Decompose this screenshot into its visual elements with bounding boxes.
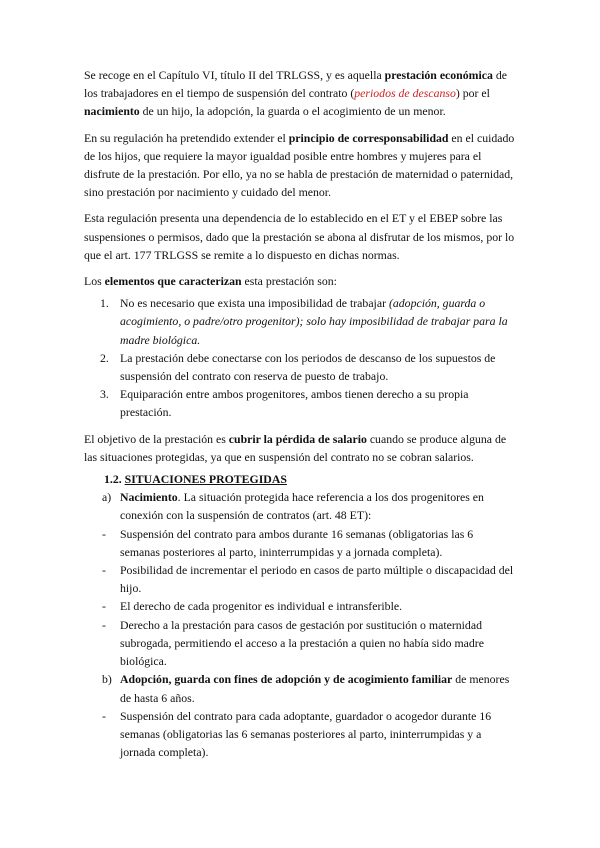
- bold-term: elementos que caracterizan: [104, 274, 242, 289]
- bold-term: cubrir la pérdida de salario: [228, 431, 367, 446]
- list-text: Derecho a la prestación para casos de gestación por sustitución o maternidad subrogada, permitiendo el acceso a la prestación a quien no había sido madre biológica.: [120, 617, 484, 669]
- list-item: [84, 349, 516, 385]
- text-run: esta prestación son:: [241, 274, 337, 289]
- list-marker: -: [102, 526, 106, 541]
- section-title: SITUACIONES PROTEGIDAS: [124, 472, 287, 487]
- text-run: en el cuidado de los hijos, que requiere la mayor igualdad posible entre hombres y mujeres para el disfrute de la prestación. Por ello, ya no se habla de prestación de maternidad o paternidad, sino prestación por nacimiento y cuidado del menor.: [84, 130, 515, 200]
- text-run: Esta regulación presenta una dependencia de lo establecido en el ET y el EBEP sobre las suspensiones o permisos, dado que la prestación se abona al disfrutar de los mismos, por lo que el art. 177 TRLGSS se remite a lo dispuesto en dichas normas.: [84, 211, 515, 262]
- list-item: [84, 294, 516, 349]
- list-number: 1.: [100, 296, 109, 311]
- list-marker: a): [102, 490, 112, 505]
- list-number: 2.: [100, 350, 109, 365]
- bold-term: Adopción, guarda con fines de adopción y de acogimiento familiar: [120, 672, 453, 687]
- highlighted-term: periodos de descanso: [354, 86, 456, 101]
- elements-list: [84, 294, 516, 421]
- text-run: En su regulación ha pretendido extender el: [84, 130, 289, 145]
- list-text: La prestación debe conectarse con los periodos de descanso de los supuestos de suspensión del contrato con reserva de puesto de trabajo.: [120, 350, 496, 384]
- text-run: de los trabajadores en el tiempo de suspensión del contrato (: [84, 68, 507, 101]
- list-item: [84, 616, 516, 671]
- list-item: [84, 707, 516, 762]
- list-text: Equiparación entre ambos progenitores, ambos tienen derecho a su propia prestación.: [120, 387, 469, 420]
- bold-term: nacimiento: [84, 104, 140, 119]
- list-marker: -: [102, 599, 106, 614]
- list-text: Suspensión del contrato para ambos durante 16 semanas (obligatorias las 6 semanas posteriores al parto, ininterrumpidas y a jornada completa).: [120, 526, 474, 559]
- list-item: [84, 385, 516, 421]
- list-number: 3.: [100, 387, 109, 402]
- bold-term: principio de corresponsabilidad: [288, 130, 449, 145]
- list-text: El derecho de cada progenitor es individual e intransferible.: [120, 599, 403, 614]
- protected-situations-list: [84, 488, 516, 761]
- list-marker: -: [102, 617, 106, 632]
- document-page: [84, 66, 516, 761]
- list-text: No es necesario que exista una imposibilidad de trabajar: [120, 296, 389, 311]
- text-run: cuando se produce alguna de las situaciones protegidas, ya que en suspensión del contrato no se cobran salarios.: [84, 431, 507, 464]
- list-item: [84, 525, 516, 561]
- text-run: ) por el: [455, 86, 490, 101]
- bold-term: prestación económica: [384, 68, 493, 82]
- list-text: de menores de hasta 6 años.: [120, 672, 510, 705]
- section-heading: [104, 470, 516, 488]
- objective-paragraph: [84, 430, 516, 466]
- list-text: Posibilidad de incrementar el periodo en casos de parto múltiple o discapacidad del hijo.: [120, 563, 514, 596]
- regulation-paragraph: [84, 129, 516, 202]
- text-run: Los: [84, 274, 105, 289]
- elements-intro: [84, 272, 516, 290]
- text-run: El objetivo de la prestación es: [84, 431, 229, 446]
- list-marker: b): [102, 672, 112, 687]
- list-italic-text: (adopción, guarda o acogimiento, o padre/otro progenitor); solo hay imposibilidad de trabajar para la madre biológica.: [120, 296, 508, 347]
- list-item: [84, 597, 516, 615]
- list-item: [84, 561, 516, 597]
- list-marker: -: [102, 708, 106, 723]
- list-item: [84, 670, 516, 706]
- text-run: de un hijo, la adopción, la guarda o el acogimiento de un menor.: [139, 104, 446, 119]
- list-item: [84, 488, 516, 524]
- list-text: Suspensión del contrato para cada adoptante, guardador o acogedor durante 16 semanas (obligatorias las 6 semanas posteriores al parto, ininterrumpidas y a jornada completa).: [120, 708, 492, 760]
- bold-term: Nacimiento: [120, 490, 178, 505]
- intro-paragraph: [84, 66, 516, 121]
- list-text: . La situación protegida hace referencia a los dos progenitores en conexión con la suspensión de contratos (art. 48 ET):: [120, 490, 484, 523]
- section-number: 1.2.: [104, 472, 122, 487]
- list-marker: -: [102, 563, 106, 578]
- dependency-paragraph: [84, 209, 516, 264]
- text-run: Se recoge en el Capítulo VI, título II del TRLGSS, y es aquella: [84, 68, 385, 82]
